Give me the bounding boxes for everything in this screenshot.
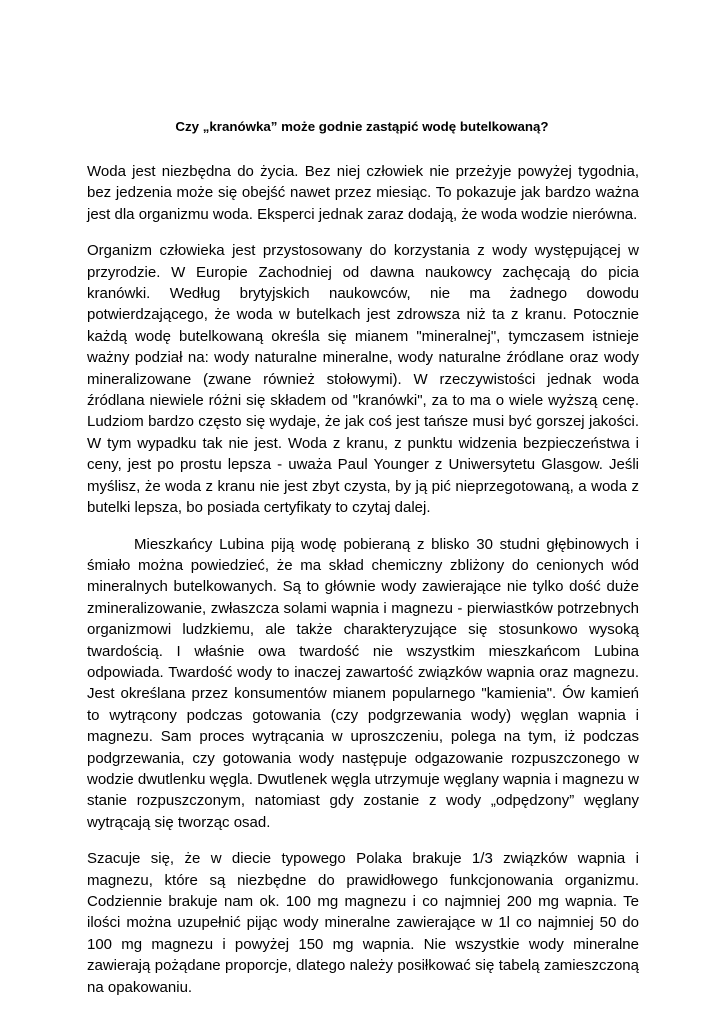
paragraph-diet-minerals: Szacuje się, że w diecie typowego Polaka brakuje 1/3 związków wapnia i magnezu, które są niezbędne do prawidłowego funkcjonowania organizmu. Codziennie brakuje nam ok. 100 mg magnezu i co najmniej 200 mg wapnia. Te ilości można uzupełnić pijąc wody mineralne zawierające w 1l co najmniej 50 do 100 mg magnezu i powyżej 150 mg wapnia. Nie wszystkie wody mineralne zawierają pożądane proporcje, dlatego należy posiłkować się tabelą zamieszczoną na opakowaniu. (87, 850, 639, 996)
document-title: Czy „kranówka” może godnie zastąpić wodę butelkowaną? (175, 119, 549, 134)
paragraph-intro: Woda jest niezbędna do życia. Bez niej człowiek nie przeżyje powyżej tygodnia, bez jedzenia może się obejść nawet przez miesiąc. To pokazuje jak bardzo ważna jest dla organizmu woda. Eksperci jednak zaraz dodają, że woda wodzie nierówna. (87, 163, 639, 223)
document-body (87, 161, 639, 1013)
paragraph-lubin-water: Mieszkańcy Lubina piją wodę pobieraną z blisko 30 studni głębinowych i śmiało można powiedzieć, że ma skład chemiczny zbliżony do cenionych wód mineralnych butelkowanych. Są to głównie wody zawierające nie tylko dość duże zmineralizowanie, zwłaszcza solami wapnia i magnezu - pierwiastków potrzebnych organizmowi ludzkiemu, ale także charakteryzujące się stosunkowo wysoką twardością. I właśnie owa twardość nie wszystkim mieszkańcom Lubina odpowiada. Twardość wody to inaczej zawartość związków wapnia oraz magnezu. Jest określana przez konsumentów mianem popularnego "kamienia". Ów kamień to wytrącony podczas gotowania (czy podgrzewania wody) węglan wapnia i magnezu. Sam proces wytrącania w uproszczeniu, polega na tym, iż podczas podgrzewania, czy gotowania wody następuje odgazowanie rozpuszczonego w wodzie dwutlenku węgla. Dwutlenek węgla utrzymuje węglany wapnia i magnezu w stanie rozpuszczonym, natomiast gdy zostanie z wody „odpędzony” węglany wytrącają się tworząc osad. (87, 535, 639, 831)
paragraph-tap-vs-bottled: Organizm człowieka jest przystosowany do korzystania z wody występującej w przyrodzie. W Europie Zachodniej od dawna naukowcy zachęcają do picia kranówki. Według brytyjskich naukowców, nie ma żadnego dowodu potwierdzającego, że woda w butelkach jest zdrowsza niż ta z kranu. Potocznie każdą wodę butelkowaną określa się mianem "mineralnej", tymczasem istnieje ważny podział na: wody naturalne mineralne, wody naturalne źródlane oraz wody mineralizowane (zwane również stołowymi). W rzeczywistości jednak woda źródlana niewiele różni się składem od "kranówki", za to ma o wiele wyższą cenę. Ludziom bardzo często się wydaje, że jak coś jest tańsze musi być gorszej jakości. W tym wypadku tak nie jest. Woda z kranu, z punktu widzenia bezpieczeństwa i ceny, jest po prostu lepsza - uważa Paul Younger z Uniwersytetu Glasgow. Jeśli myślisz, że woda z kranu nie jest zbyt czysta, by ją pić nieprzegotowaną, a woda z butelki lepsza, bo posiada certyfikaty to czytaj dalej. (87, 242, 639, 517)
